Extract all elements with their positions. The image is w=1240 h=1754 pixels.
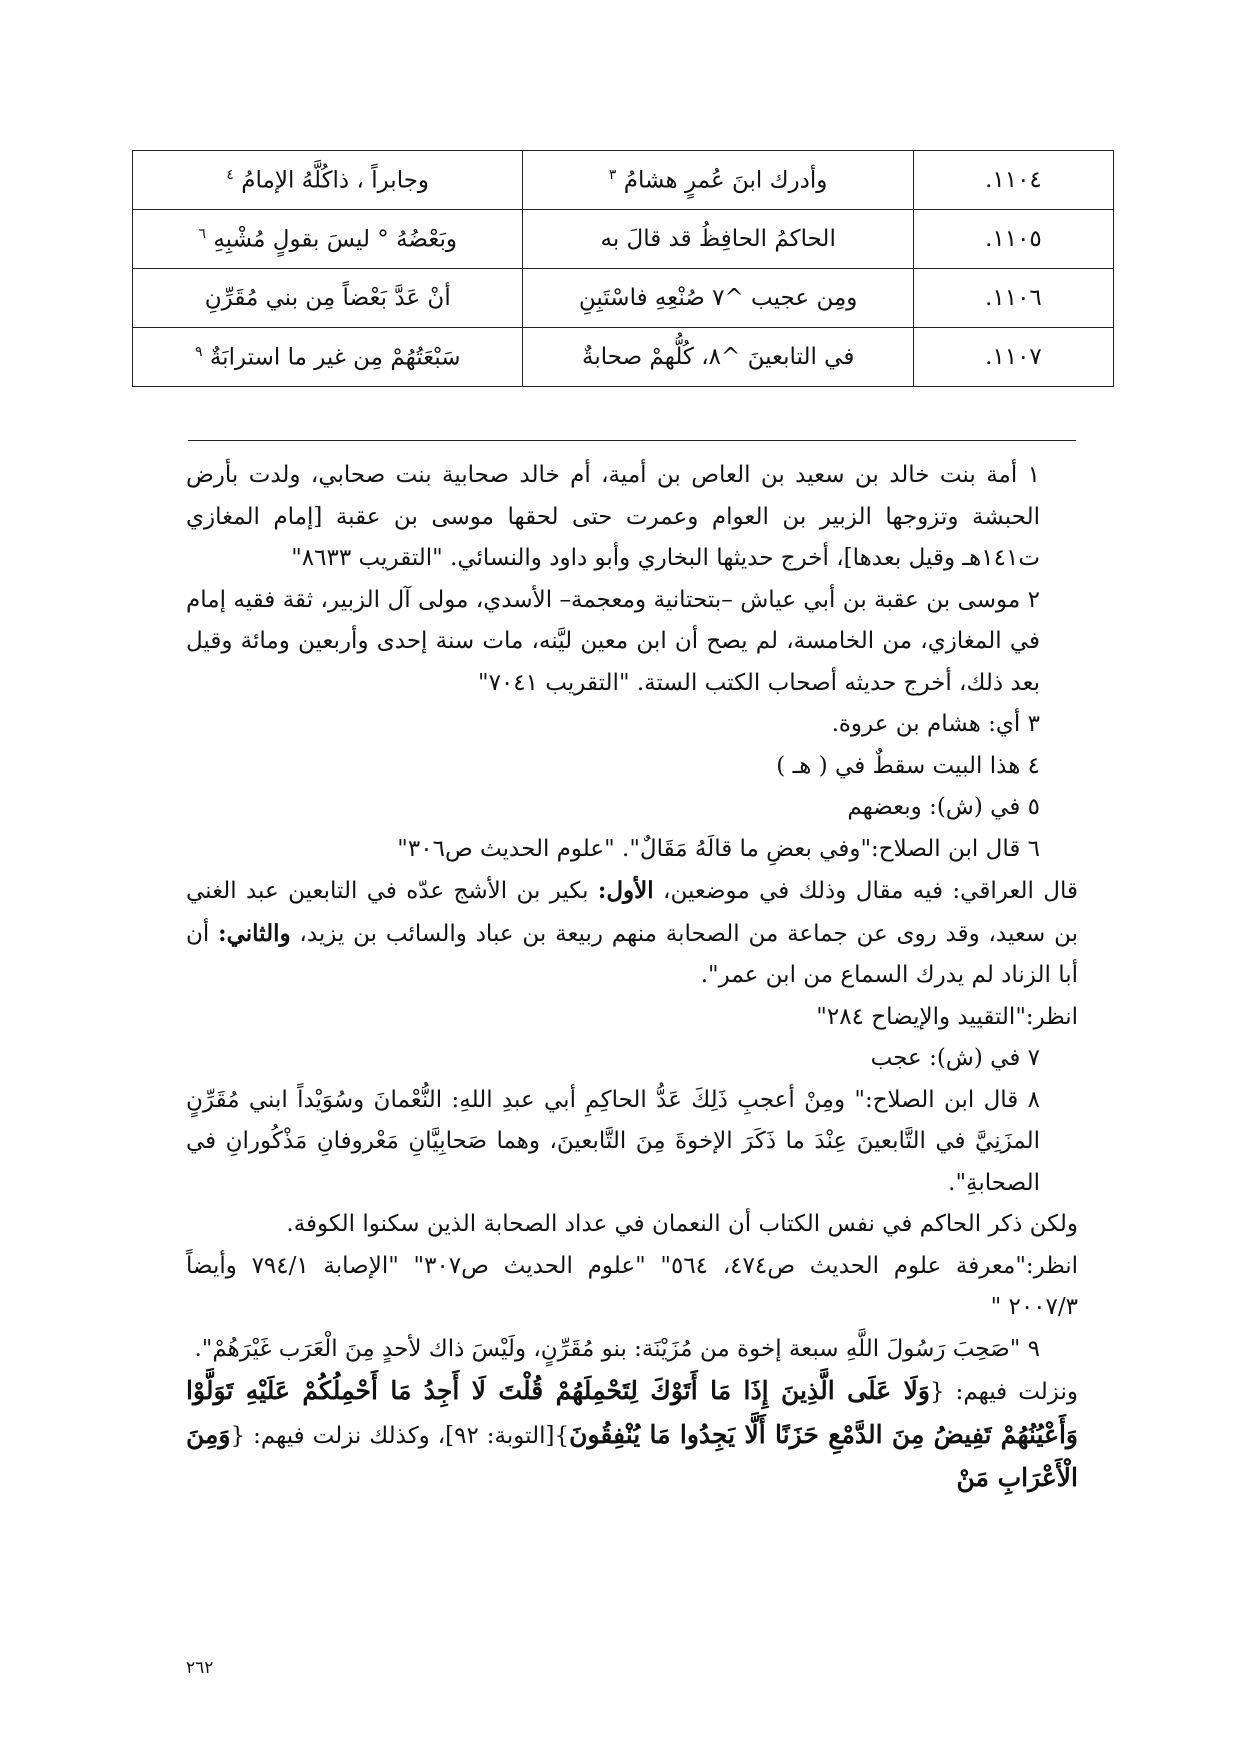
page-number: ٢٦٢ <box>186 1658 214 1678</box>
footnote-4: ٤ هذا البيت سقطٌ في ( هـ ) <box>776 752 1040 779</box>
verse-second-hemistich-text: وجابراً ، ذاكُلَّهُ الإمامُ <box>241 167 430 194</box>
verse-second-hemistich-text: سَبْعَتُهُمْ مِن غير ما استرابَةٌ <box>209 344 461 371</box>
footnote-7: ٧ في (ش): عجب <box>870 1045 1040 1071</box>
footnotes <box>186 455 1078 1501</box>
footnote-ref: ٦ <box>198 225 207 242</box>
verse-second-hemistich-text: وبَعْضُهُ ° ليسَ بقولٍ مُشْبِهِ <box>213 226 457 253</box>
footnote-ref: ٣ <box>608 166 617 183</box>
first-label: الأول: <box>597 877 654 904</box>
verse-number-text: ١١٠٤. <box>985 167 1042 193</box>
second-label: والثاني: <box>218 919 291 947</box>
verse-number <box>913 210 1113 269</box>
verse-first-hemistich-text: الحاكمُ الحافِظُ قد قالَ به <box>600 226 836 252</box>
quran-verse-2: وَمِنَ الْأَعْرَابِ مَنْ <box>186 1419 1078 1492</box>
iraqi-text-b: بكير بن الأشج عدّه في التابعين عبد الغني بن سعيد، وقد روى عن جماعة من الصحابة منهم ربيعة بن عباد والسائب بن يزيد، <box>186 878 1078 947</box>
verse-second-hemistich <box>133 269 523 328</box>
iraqi-text-c: أن أبا الزناد لم يدرك السماع من ابن عمر". <box>186 920 1078 988</box>
footnote-9-quran <box>186 1370 1078 1501</box>
verse-table <box>132 150 1114 387</box>
verse-number <box>913 151 1113 210</box>
footnote-6-iraqi <box>186 870 1078 997</box>
verse-first-hemistich <box>523 210 913 269</box>
footnote-3: ٣ أي: هشام بن عروة. <box>831 711 1040 737</box>
footnote-8-see: انظر:"معرفة علوم الحديث ص٤٧٤، ٥٦٤" "علوم الحديث ص٣٠٧" "الإصابة ٧٩٤/١ وأيضاً ٢٠٠٧/٣ " <box>186 1252 1078 1320</box>
footnote-6-see: انظر:"التقييد والإيضاح ٢٨٤" <box>816 1003 1078 1030</box>
verse-first-hemistich <box>523 269 913 328</box>
footnote-5: ٥ في (ش): وبعضهم <box>847 794 1040 820</box>
verse-number-text: ١١٠٦. <box>985 285 1042 311</box>
footnote-8: ٨ قال ابن الصلاح:" ومِنْ أعجبِ ذَلِكَ عَدُّ الحاكِمِ أبي عبدِ اللهِ: النُّعْمانَ وسُوَيْداً ابني مُقَرِّنٍ المزَنِيَّ في التَّابعينَ عِنْدَ ما ذَكَرَ الإخوةَ مِنَ التَّابعينَ، وهما صَحابِيَّانِ مَعْروفانِ مَذْكُورانِ في الصحابةِ". <box>186 1086 1040 1196</box>
verse-second-hemistich <box>133 210 523 269</box>
verse-first-hemistich-text: في التابعينَ ^٨، كُلُّهمْ صحابةٌ <box>581 344 855 370</box>
verse-number-text: ١١٠٧. <box>985 344 1042 370</box>
quran-verse-1: وَلَا عَلَى الَّذِينَ إِذَا مَا أَتَوْكَ لِتَحْمِلَهُمْ قُلْتَ لَا أَجِدُ مَا أَحْمِلُكُمْ عَلَيْهِ تَوَلَّوْا وَأَعْيُنُهُمْ تَفِيضُ مِنَ الدَّمْعِ حَزَنًا أَلَّا يَجِدُوا مَا يُنْفِقُونَ <box>186 1376 1078 1449</box>
verse-row <box>133 151 1114 210</box>
verse-row <box>133 210 1114 269</box>
verse-row <box>133 269 1114 328</box>
verse-number-text: ١١٠٥. <box>985 226 1042 252</box>
footnote-6: ٦ قال ابن الصلاح:"وفي بعضِ ما قالَهُ مَقَالٌ". "علوم الحديث ص٣٠٦" <box>397 835 1040 862</box>
footnote-8-note: ولكن ذكر الحاكم في نفس الكتاب أن النعمان في عداد الصحابة الذين سكنوا الكوفة. <box>286 1211 1078 1237</box>
footnote-ref: ٤ <box>226 166 234 183</box>
footnote-1: ١ أمة بنت خالد بن سعيد بن العاص بن أمية، أم خالد صحابية بنت صحابي، ولدت بأرض الحبشة وتزوجها الزبير بن العوام وعمرت حتى لحقها موسى بن عقبة [إمام المغازي ت١٤١هـ وقيل بعدها]، أخرج حديثها البخاري وأبو داود والنسائي. "التقريب ٨٦٣٣" <box>186 462 1040 571</box>
verse-first-hemistich-text: وأدرك ابنَ عُمرٍ هشامُ <box>623 167 828 194</box>
verse-number <box>913 269 1113 328</box>
verse-number <box>913 328 1113 387</box>
quran-intro: ونزلت فيهم: { <box>929 1379 1078 1405</box>
quran-ref: }[التوبة: ٩٢]، وكذلك نزلت فيهم: { <box>230 1422 570 1449</box>
verse-second-hemistich <box>133 151 523 210</box>
footnote-separator <box>188 440 1076 441</box>
iraqi-text-a: قال العراقي: فيه مقال وذلك في موضعين، <box>653 878 1078 904</box>
verse-second-hemistich-text: أنْ عَدَّ بَعْضاً مِن بني مُقَرِّنِ <box>204 285 451 311</box>
verse-second-hemistich <box>133 328 523 387</box>
verse-row <box>133 328 1114 387</box>
verse-first-hemistich <box>523 328 913 387</box>
footnote-2: ٢ موسى بن عقبة بن أبي عياش –بتحتانية ومعجمة– الأسدي، مولى آل الزبير، ثقة فقيه إمام في المغازي، من الخامسة، لم يصح أن ابن معين ليَّنه، مات سنة إحدى وأربعين ومائة وقيل بعد ذلك، أخرج حديثه أصحاب الكتب الستة. "التقريب ٧٠٤١" <box>186 586 1040 696</box>
footnote-9: ٩ "صَحِبَ رَسُولَ اللَّهِ سبعة إخوة من مُزَيْنَة: بنو مُقَرِّنٍ، ولَيْسَ ذاك لأحدٍ مِنَ الْعَرَب غَيْرَهُمْ". <box>194 1335 1040 1362</box>
verse-first-hemistich-text: ومِن عجيب ^٧ صُنْعِهِ فاسْتَبِنِ <box>578 285 858 311</box>
verse-first-hemistich <box>523 151 913 210</box>
footnote-ref: ٩ <box>195 343 203 360</box>
